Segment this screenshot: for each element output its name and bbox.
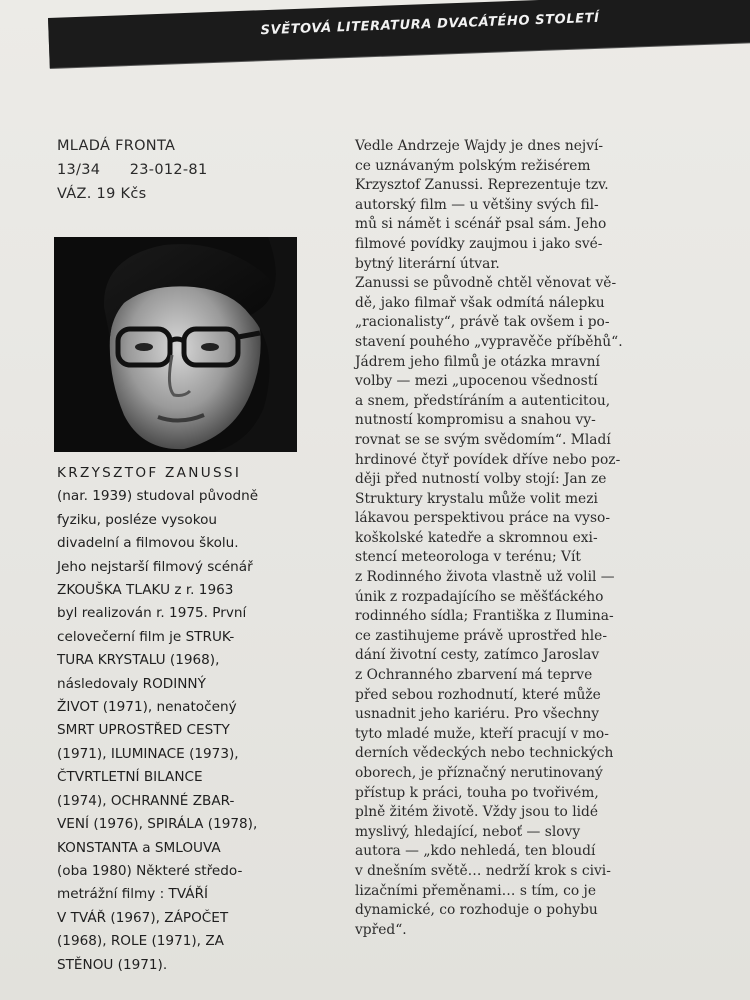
blurb-line: Vedle Andrzeje Wajdy je dnes nejví- (355, 138, 604, 154)
catalog-number: 13/34 23-012-81 (57, 162, 208, 178)
bio-line: následovaly RODINNÝ (57, 675, 206, 692)
publisher-name: MLADÁ FRONTA (57, 138, 176, 154)
author-name: KRZYSZTOF ZANUSSI (57, 465, 242, 481)
blurb-line: v dnešním světě… nedrží krok s civi- (355, 862, 611, 879)
blurb-line: a snem, předstíráním a autenticitou, (355, 392, 611, 409)
blurb-line: myslivý, hledající, neboť — slovy (355, 823, 581, 840)
bio-line: celovečerní film je STRUK- (57, 628, 235, 645)
blurb-line: dynamické, co rozhoduje o pohybu (355, 902, 598, 919)
author-portrait-image (54, 237, 297, 452)
blurb-line: filmové povídky zaujmou i jako své- (355, 235, 603, 252)
author-portrait (54, 237, 297, 452)
bio-line: ZKOUŠKA TLAKU z r. 1963 (57, 582, 234, 599)
bio-line: (1974), OCHRANNÉ ZBAR- (57, 792, 235, 809)
blurb-line: rovnat se se svým svědomím“. Mladí (355, 431, 611, 448)
series-banner (48, 0, 750, 68)
blurb-line: z Rodinného života vlastně už volil — (355, 569, 615, 586)
blurb-line: plně žitém životě. Vždy jsou to lidé (355, 804, 599, 821)
blurb-line: stavení pouhého „vypravěče příběhů“. (355, 333, 623, 350)
blurb-line: Struktury krystalu může volit mezi (355, 490, 598, 507)
bio-line: STĚNOU (1971). (57, 956, 168, 973)
blurb-line: volby — mezi „upocenou všedností (355, 373, 598, 390)
blurb-line: před sebou rozhodnutí, které může (355, 686, 601, 703)
blurb-line: ději před nutností volby stojí: Jan ze (355, 471, 607, 488)
blurb-line: autora — „kdo nehledá, ten bloudí (355, 843, 596, 860)
blurb-line: autorský film — u většiny svých fil- (355, 196, 599, 213)
series-title: SVĚTOVÁ LITERATURA DVACÁTÉHO STOLETÍ (260, 10, 600, 39)
bio-line: fyziku, posléze vysokou (57, 511, 218, 528)
blurb-line: usnadnit jeho kariéru. Pro všechny (355, 706, 600, 723)
blurb-line: „racionalisty“, právě tak ovšem i po- (355, 314, 610, 331)
blurb-line: dání životní cesty, zatímco Jaroslav (355, 647, 600, 664)
bio-line: (nar. 1939) studoval původně (57, 488, 259, 505)
blurb-line: lákavou perspektivou práce na vyso- (355, 510, 611, 527)
blurb-line: z Ochranného zbarvení má teprve (355, 667, 593, 684)
bio-line: (1971), ILUMINACE (1973), (57, 745, 239, 762)
blurb-line: nutností kompromisu a snahou vy- (355, 412, 596, 429)
blurb-line: ce zastihujeme právě uprostřed hle- (355, 627, 608, 644)
bio-line: VENÍ (1976), SPIRÁLA (1978), (57, 816, 258, 833)
bio-line: byl realizován r. 1975. První (57, 605, 247, 622)
bio-line: SMRT UPROSTŘED CESTY (57, 722, 230, 739)
blurb-line: Krzysztof Zanussi. Reprezentuje tzv. (355, 177, 609, 194)
blurb-line: tyto mladé muže, kteří pracují v mo- (355, 725, 609, 742)
bio-line: metrážní filmy : TVÁŘÍ (57, 886, 209, 903)
blurb-line: derních vědeckých nebo technických (355, 745, 614, 762)
price: VÁZ. 19 Kčs (57, 186, 147, 202)
bio-line: KONSTANTA a SMLOUVA (57, 839, 221, 856)
bio-line: ŽIVOT (1971), nenatočený (57, 699, 237, 716)
blurb-line: oborech, je příznačný nerutinovaný (355, 765, 603, 781)
blurb-line: únik z rozpadajícího se měšťáckého (355, 588, 604, 605)
blurb-line: Jádrem jeho filmů je otázka mravní (355, 353, 600, 370)
bio-line: (oba 1980) Některé středo- (57, 862, 243, 879)
bio-line: V TVÁŘ (1967), ZÁPOČET (57, 909, 229, 926)
book-blurb (355, 137, 725, 940)
blurb-line: stencí meteorologa v terénu; Vít (355, 549, 581, 566)
blurb-line: ce uznávaným polským režisérem (355, 157, 591, 174)
blurb-line: hrdinové čtyř povídek dříve nebo poz- (355, 451, 621, 468)
author-biography (57, 462, 307, 977)
blurb-line: mů si námět i scénář psal sám. Jeho (355, 216, 607, 233)
publisher-info (57, 134, 207, 206)
blurb-line: lizačními přeměnami… s tím, co je (355, 882, 596, 899)
bio-line: divadelní a filmovou školu. (57, 535, 239, 552)
blurb-line: dě, jako filmař však odmítá nálepku (355, 294, 605, 311)
bio-line: ČTVRTLETNÍ BILANCE (57, 769, 203, 786)
blurb-line: Zanussi se původně chtěl věnovat vě- (355, 275, 617, 292)
blurb-line: rodinného sídla; Františka z Ilumina- (355, 608, 614, 625)
blurb-line: vpřed“. (355, 921, 407, 938)
blurb-line: bytný literární útvar. (355, 255, 500, 272)
blurb-line: koškolské katedře a skromnou exi- (355, 529, 598, 546)
bio-line: Jeho nejstarší filmový scénář (57, 558, 253, 575)
blurb-line: přístup k práci, touha po tvořivém, (355, 784, 599, 801)
bio-line: (1968), ROLE (1971), ZA (57, 933, 224, 950)
bio-line: TURA KRYSTALU (1968), (57, 652, 220, 669)
